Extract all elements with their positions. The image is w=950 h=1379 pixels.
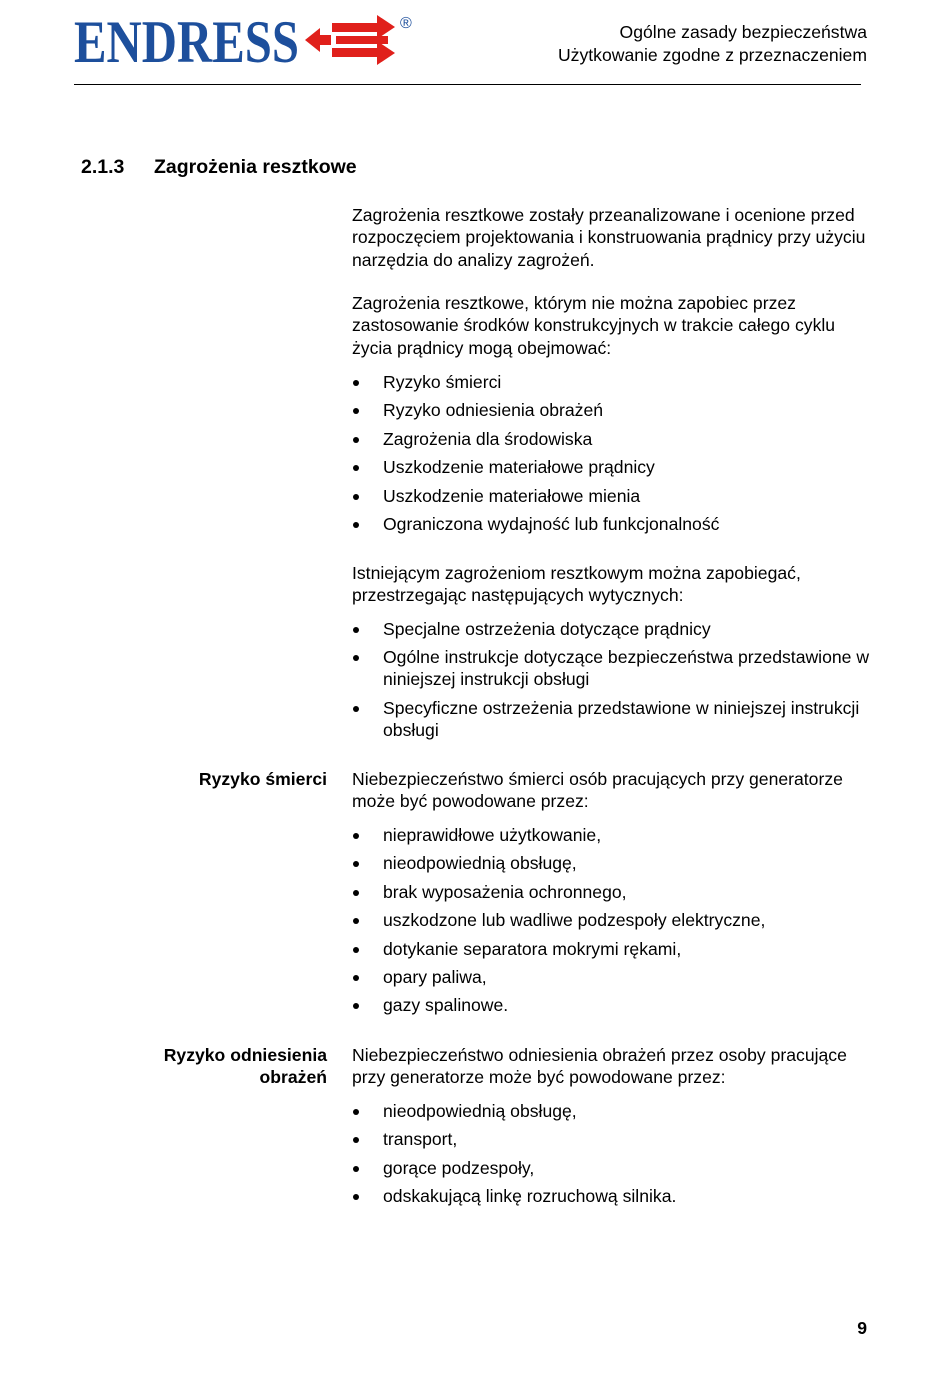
list-item: odskakującą linkę rozruchową silnika. xyxy=(352,1185,872,1207)
list-item: nieprawidłowe użytkowanie, xyxy=(352,824,872,846)
page-number: 9 xyxy=(857,1318,867,1338)
list-item: uszkodzone lub wadliwe podzespoły elektryczne, xyxy=(352,909,872,931)
injury-risk-label-line2: obrażeń xyxy=(259,1067,327,1088)
list-item: Uszkodzenie materiałowe mienia xyxy=(352,485,872,507)
death-risk-list xyxy=(352,824,872,1023)
endress-logo xyxy=(74,10,419,70)
injury-risk-list xyxy=(352,1100,872,1214)
page-header xyxy=(0,0,950,90)
injury-risk-label-line1: Ryzyko odniesienia xyxy=(163,1045,327,1065)
list-item: Ograniczona wydajność lub funkcjonalność xyxy=(352,513,872,535)
logo-arrows-icon xyxy=(305,15,395,65)
intro-paragraph-2: Zagrożenia resztkowe, którym nie można zapobiec przez zastosowanie środków konstrukcyjnych w trakcie całego cyklu życia prądnicy mogą obejmować: xyxy=(352,293,836,358)
list-item: dotykanie separatora mokrymi rękami, xyxy=(352,938,872,960)
list-item: Uszkodzenie materiałowe prądnicy xyxy=(352,456,872,478)
intro-paragraph-1: Zagrożenia resztkowe zostały przeanalizowane i ocenione przed rozpoczęciem projektowania i konstruowania prądnicy przy użyciu narzędzia do analizy zagrożeń. xyxy=(352,205,866,270)
list-item: opary paliwa, xyxy=(352,966,872,988)
list-item: gorące podzespoły, xyxy=(352,1157,872,1179)
residual-hazards-list xyxy=(352,371,872,541)
list-item: Specjalne ostrzeżenia dotyczące prądnicy xyxy=(352,618,872,640)
registered-mark: ® xyxy=(400,15,412,32)
intro-paragraph-3: Istniejącym zagrożeniom resztkowym można zapobiegać, przestrzegając następujących wytycznych: xyxy=(352,563,801,606)
list-item: gazy spalinowe. xyxy=(352,994,872,1016)
guidelines-list xyxy=(352,618,872,747)
death-risk-paragraph: Niebezpieczeństwo śmierci osób pracujących przy generatorze może być powodowane przez: xyxy=(352,769,843,812)
logo-wordmark: ENDRESS xyxy=(74,10,299,70)
list-item: nieodpowiednią obsługę, xyxy=(352,852,872,874)
header-title-line2: Użytkowanie zgodne z przeznaczeniem xyxy=(557,45,867,65)
death-risk-label: Ryzyko śmierci xyxy=(198,769,327,789)
list-item: brak wyposażenia ochronnego, xyxy=(352,881,872,903)
injury-risk-paragraph: Niebezpieczeństwo odniesienia obrażeń przez osoby pracujące przy generatorze może być powodowane przez: xyxy=(352,1045,847,1088)
injury-risk-label xyxy=(127,1044,327,1089)
section-title-text: Zagrożenia resztkowe xyxy=(154,156,357,178)
list-item: Ryzyko śmierci xyxy=(352,371,872,393)
list-item: Ryzyko odniesienia obrażeń xyxy=(352,399,872,421)
header-titles xyxy=(558,21,867,67)
list-item: transport, xyxy=(352,1128,872,1150)
list-item: Ogólne instrukcje dotyczące bezpieczeństwa przedstawione w niniejszej instrukcji obsługi xyxy=(352,646,872,690)
header-title-line1: Ogólne zasady bezpieczeństwa xyxy=(619,22,867,42)
list-item: Zagrożenia dla środowiska xyxy=(352,428,872,450)
list-item: nieodpowiednią obsługę, xyxy=(352,1100,872,1122)
header-divider xyxy=(74,84,861,85)
section-heading xyxy=(81,156,357,179)
section-number: 2.1.3 xyxy=(81,156,125,178)
list-item: Specyficzne ostrzeżenia przedstawione w niniejszej instrukcji obsługi xyxy=(352,697,872,741)
